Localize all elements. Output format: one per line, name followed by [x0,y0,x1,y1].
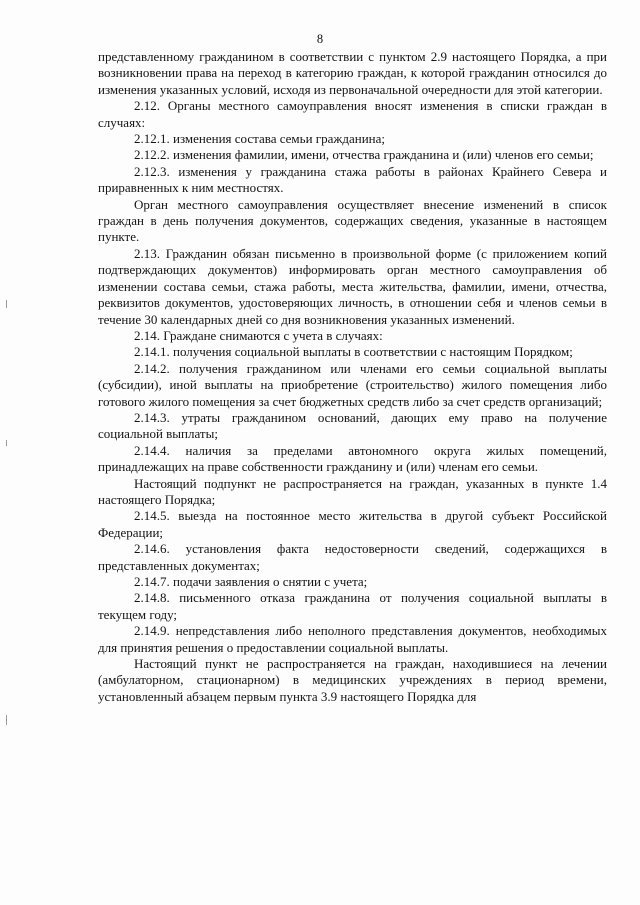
scan-edge-mark [6,300,7,308]
scan-edge-mark [6,715,7,725]
paragraph-2-12: 2.12. Органы местного самоуправления вносят изменения в списки граждан в случаях: [98,98,607,130]
paragraph-organ-changes: Орган местного самоуправления осуществляет внесение изменений в список граждан в день получения документов, содержащих сведения, указанные в настоящем пункте. [98,196,607,245]
paragraph-exception-note: Настоящий пункт не распространяется на граждан, находившиеся на лечении (амбулаторном, стационарном) в медицинских учреждениях в период времени, установленный абзацем первым пункта 3.9 настоящего Порядка для [98,656,607,704]
document-body [98,49,607,705]
paragraph-2-12-1: 2.12.1. изменения состава семьи гражданина; [134,131,386,147]
paragraph-2-14-4: 2.14.4. наличия за пределами автономного округа жилых помещений, принадлежащих на праве собственности гражданину и (или) членам его семьи. [98,442,607,475]
paragraph-2-12-2: 2.12.2. изменения фамилии, имени, отчества гражданина и (или) членов его семьи; [134,147,594,163]
paragraph-2-14-3: 2.14.3. утраты гражданином оснований, дающих ему право на получение социальной выплаты; [98,409,607,442]
paragraph-2-14-5: 2.14.5. выезда на постоянное место жительства в другой субъект Российской Федерации; [98,508,607,540]
paragraph-2-12-3: 2.12.3. изменения у гражданина стажа работы в районах Крайнего Севера и приравненных к ним местностях. [98,163,607,196]
paragraph-2-14-8: 2.14.8. письменного отказа гражданина от получения социальной выплаты в текущем году; [98,590,607,622]
paragraph-2-13: 2.13. Гражданин обязан письменно в произвольной форме (с приложением копий подтверждающих документов) информировать орган местного самоуправления об изменении состава семьи, стажа работы, места жительства, фамилии, имени, отчества, реквизитов документов, удостоверяющих личность, в отношении себя и членов семьи в течение 30 календарных дней со дня возникновения указанных изменений. [98,245,607,327]
paragraph-2-14-2: 2.14.2. получения гражданином или членами его семьи социальной выплаты (субсидии), иной выплаты на приобретение (строительство) жилого помещения либо готового жилого помещения за счет бюджетных средств либо за счет средств организаций; [98,360,607,409]
paragraph-2-14-6: 2.14.6. установления факта недостоверности сведений, содержащихся в представленных документах; [98,541,607,573]
paragraph-2-14-9: 2.14.9. непредставления либо неполного представления документов, необходимых для принятия решения о предоставлении социальной выплаты. [98,623,607,655]
paragraph-2-14: 2.14. Граждане снимаются с учета в случаях: [134,327,383,343]
paragraph-subclause-note: Настоящий подпункт не распространяется на граждан, указанных в пункте 1.4 настоящего Порядка; [98,475,607,507]
paragraph-continuation: представленному гражданином в соответствии с пунктом 2.9 настоящего Порядка, а при возникновении права на переход в категорию граждан, к которой гражданин относился до изменения указанных условий, исходя из первоначальной очередности для этой категории. [98,49,607,97]
scan-edge-mark [6,440,7,446]
paragraph-2-14-1: 2.14.1. получения социальной выплаты в соответствии с настоящим Порядком; [134,344,573,360]
paragraph-2-14-7: 2.14.7. подачи заявления о снятии с учета; [134,574,368,589]
page-number: 8 [316,32,324,46]
